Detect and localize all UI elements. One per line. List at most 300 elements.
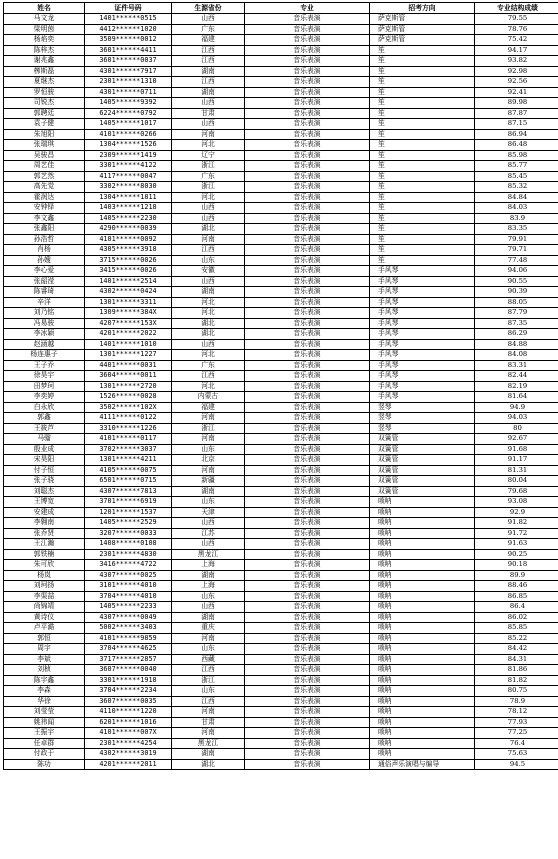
cell-id-number: 1304******1811	[85, 192, 172, 203]
cell-direction: 唢呐	[370, 644, 475, 655]
table-row	[4, 455, 558, 466]
cell-major: 音乐表演	[245, 497, 370, 508]
cell-province: 江西	[172, 245, 245, 256]
cell-direction: 笙	[370, 192, 475, 203]
cell-score: 81.82	[475, 675, 558, 686]
table-row	[4, 612, 558, 623]
table-row	[4, 486, 558, 497]
cell-major: 音乐表演	[245, 686, 370, 697]
cell-direction: 手风琴	[370, 266, 475, 277]
table-row	[4, 686, 558, 697]
cell-major: 音乐表演	[245, 87, 370, 98]
cell-direction: 双簧管	[370, 465, 475, 476]
header-score: 专业结构成绩	[475, 3, 558, 14]
cell-score: 84.31	[475, 654, 558, 665]
cell-province: 江西	[172, 45, 245, 56]
cell-name: 朱旭阳	[4, 129, 85, 140]
table-row	[4, 570, 558, 581]
cell-major: 音乐表演	[245, 56, 370, 67]
cell-score: 92.56	[475, 77, 558, 88]
cell-id-number: 6224******0792	[85, 108, 172, 119]
cell-direction: 手风琴	[370, 297, 475, 308]
table-row	[4, 434, 558, 445]
table-row	[4, 255, 558, 266]
cell-name: 肖杨	[4, 245, 85, 256]
cell-province: 河北	[172, 140, 245, 151]
table-row	[4, 465, 558, 476]
cell-major: 音乐表演	[245, 728, 370, 739]
cell-direction: 唢呐	[370, 675, 475, 686]
cell-major: 音乐表演	[245, 360, 370, 371]
table-row	[4, 675, 558, 686]
cell-id-number: 2301******4254	[85, 738, 172, 749]
cell-province: 江西	[172, 371, 245, 382]
cell-major: 音乐表演	[245, 276, 370, 287]
cell-major: 音乐表演	[245, 633, 370, 644]
table-row	[4, 297, 558, 308]
cell-direction: 唢呐	[370, 528, 475, 539]
cell-province: 甘肃	[172, 108, 245, 119]
cell-major: 音乐表演	[245, 486, 370, 497]
cell-province: 湖南	[172, 287, 245, 298]
table-row	[4, 66, 558, 77]
cell-name: 张瑞琪	[4, 140, 85, 151]
table-row	[4, 549, 558, 560]
cell-direction: 笙	[370, 98, 475, 109]
cell-major: 音乐表演	[245, 717, 370, 728]
cell-name: 刘珂扬	[4, 581, 85, 592]
cell-direction: 萨克斯管	[370, 24, 475, 35]
table-row	[4, 717, 558, 728]
cell-major: 音乐表演	[245, 465, 370, 476]
cell-name: 陈功	[4, 759, 85, 770]
cell-province: 河南	[172, 413, 245, 424]
cell-direction: 笙	[370, 119, 475, 130]
cell-direction: 唢呐	[370, 539, 475, 550]
cell-province: 山西	[172, 213, 245, 224]
cell-province: 甘肃	[172, 717, 245, 728]
cell-province: 黑龙江	[172, 738, 245, 749]
cell-province: 河南	[172, 434, 245, 445]
cell-major: 音乐表演	[245, 66, 370, 77]
cell-major: 音乐表演	[245, 654, 370, 665]
table-row	[4, 329, 558, 340]
cell-province: 山东	[172, 497, 245, 508]
table-row	[4, 318, 558, 329]
cell-direction: 笙	[370, 56, 475, 67]
cell-score: 87.79	[475, 308, 558, 319]
table-row	[4, 665, 558, 676]
table-row	[4, 654, 558, 665]
cell-major: 音乐表演	[245, 707, 370, 718]
cell-direction: 笙	[370, 87, 475, 98]
cell-name: 郭聘廷	[4, 108, 85, 119]
cell-id-number: 1403******1218	[85, 203, 172, 214]
table-row	[4, 266, 558, 277]
cell-major: 音乐表演	[245, 129, 370, 140]
table-row	[4, 497, 558, 508]
cell-direction: 双簧管	[370, 455, 475, 466]
cell-id-number: 4401******0031	[85, 360, 172, 371]
cell-id-number: 4105******0075	[85, 465, 172, 476]
cell-province: 河南	[172, 633, 245, 644]
cell-score: 84.42	[475, 644, 558, 655]
cell-score: 83.9	[475, 213, 558, 224]
cell-province: 湖北	[172, 318, 245, 329]
cell-name: 尚锦靖	[4, 602, 85, 613]
table-row	[4, 276, 558, 287]
table-row	[4, 234, 558, 245]
cell-major: 音乐表演	[245, 455, 370, 466]
cell-direction: 双簧管	[370, 434, 475, 445]
table-row	[4, 140, 558, 151]
cell-major: 音乐表演	[245, 108, 370, 119]
cell-major: 音乐表演	[245, 738, 370, 749]
cell-score: 94.06	[475, 266, 558, 277]
cell-major: 音乐表演	[245, 35, 370, 46]
cell-direction: 唢呐	[370, 707, 475, 718]
cell-province: 江西	[172, 665, 245, 676]
cell-name: 周宇	[4, 644, 85, 655]
cell-id-number: 4117******0047	[85, 171, 172, 182]
cell-id-number: 3607******0035	[85, 696, 172, 707]
table-row	[4, 77, 558, 88]
cell-direction: 笙	[370, 140, 475, 151]
cell-id-number: 1304******1526	[85, 140, 172, 151]
cell-name: 王子乔	[4, 360, 85, 371]
cell-direction: 笙	[370, 234, 475, 245]
cell-province: 河北	[172, 297, 245, 308]
cell-name: 姚祎闻	[4, 717, 85, 728]
table-row	[4, 423, 558, 434]
cell-major: 音乐表演	[245, 675, 370, 686]
cell-province: 广东	[172, 24, 245, 35]
cell-name: 谢兆鑫	[4, 56, 85, 67]
cell-province: 河北	[172, 308, 245, 319]
cell-direction: 手风琴	[370, 392, 475, 403]
cell-direction: 通俗声乐演唱与编导	[370, 759, 475, 770]
cell-score: 82.44	[475, 371, 558, 382]
cell-name: 孙浩哲	[4, 234, 85, 245]
cell-id-number: 4307******0049	[85, 612, 172, 623]
cell-id-number: 1401******1010	[85, 339, 172, 350]
cell-province: 福建	[172, 402, 245, 413]
cell-major: 音乐表演	[245, 539, 370, 550]
cell-direction: 竖琴	[370, 423, 475, 434]
cell-province: 山西	[172, 203, 245, 214]
cell-direction: 唢呐	[370, 728, 475, 739]
cell-name: 李文鑫	[4, 213, 85, 224]
cell-id-number: 1405******2230	[85, 213, 172, 224]
cell-major: 音乐表演	[245, 203, 370, 214]
cell-score: 81.86	[475, 665, 558, 676]
cell-id-number: 4307******7813	[85, 486, 172, 497]
table-row	[4, 518, 558, 529]
cell-direction: 笙	[370, 45, 475, 56]
cell-province: 辽宁	[172, 150, 245, 161]
cell-province: 山西	[172, 98, 245, 109]
cell-major: 音乐表演	[245, 255, 370, 266]
cell-province: 江西	[172, 696, 245, 707]
cell-major: 音乐表演	[245, 581, 370, 592]
cell-direction: 手风琴	[370, 339, 475, 350]
cell-name: 杨岚	[4, 570, 85, 581]
cell-score: 92.67	[475, 434, 558, 445]
cell-name: 徐昊宇	[4, 371, 85, 382]
cell-name: 郭艺然	[4, 171, 85, 182]
cell-name: 马骝	[4, 434, 85, 445]
cell-province: 上海	[172, 581, 245, 592]
cell-score: 80	[475, 423, 558, 434]
table-row	[4, 171, 558, 182]
cell-id-number: 2309******1419	[85, 150, 172, 161]
cell-id-number: 5002******3403	[85, 623, 172, 634]
cell-score: 86.4	[475, 602, 558, 613]
cell-id-number: 1401******2514	[85, 276, 172, 287]
table-row	[4, 108, 558, 119]
cell-id-number: 3509******0012	[85, 35, 172, 46]
cell-id-number: 4110******1220	[85, 707, 172, 718]
table-row	[4, 119, 558, 130]
cell-direction: 手风琴	[370, 360, 475, 371]
cell-score: 93.08	[475, 497, 558, 508]
cell-score: 79.91	[475, 234, 558, 245]
cell-province: 山东	[172, 686, 245, 697]
cell-id-number: 1405******2233	[85, 602, 172, 613]
cell-major: 音乐表演	[245, 213, 370, 224]
header-id-number: 证件号码	[85, 3, 172, 14]
table-row	[4, 591, 558, 602]
cell-score: 91.72	[475, 528, 558, 539]
cell-direction: 唢呐	[370, 497, 475, 508]
cell-id-number: 3607******0040	[85, 665, 172, 676]
cell-province: 上海	[172, 560, 245, 571]
cell-name: 郭鑫	[4, 413, 85, 424]
cell-score: 91.82	[475, 518, 558, 529]
cell-score: 92.41	[475, 87, 558, 98]
cell-name: 王筱芦	[4, 423, 85, 434]
cell-direction: 笙	[370, 213, 475, 224]
cell-name: 栁斯磊	[4, 66, 85, 77]
cell-score: 91.63	[475, 539, 558, 550]
table-row	[4, 581, 558, 592]
cell-score: 93.82	[475, 56, 558, 67]
cell-province: 内蒙古	[172, 392, 245, 403]
cell-score: 91.17	[475, 455, 558, 466]
cell-direction: 竖琴	[370, 413, 475, 424]
cell-name: 陈梓杰	[4, 45, 85, 56]
cell-score: 77.25	[475, 728, 558, 739]
table-row	[4, 360, 558, 371]
table-body	[4, 14, 558, 770]
cell-province: 浙江	[172, 423, 245, 434]
cell-id-number: 3416******4722	[85, 560, 172, 571]
cell-score: 85.77	[475, 161, 558, 172]
cell-direction: 唢呐	[370, 560, 475, 571]
cell-id-number: 4101******0092	[85, 234, 172, 245]
cell-score: 92.98	[475, 66, 558, 77]
cell-score: 84.08	[475, 350, 558, 361]
header-direction: 招考方向	[370, 3, 475, 14]
cell-id-number: 6501******0715	[85, 476, 172, 487]
table-row	[4, 602, 558, 613]
cell-name: 马文龙	[4, 14, 85, 25]
cell-direction: 手风琴	[370, 287, 475, 298]
cell-id-number: 2301******4830	[85, 549, 172, 560]
cell-name: 杨连惠子	[4, 350, 85, 361]
cell-score: 87.87	[475, 108, 558, 119]
cell-name: 孙嫂	[4, 255, 85, 266]
cell-major: 音乐表演	[245, 287, 370, 298]
cell-name: 高先觉	[4, 182, 85, 193]
cell-direction: 笙	[370, 182, 475, 193]
table-row	[4, 182, 558, 193]
cell-direction: 笙	[370, 66, 475, 77]
cell-name: 李渠喆	[4, 591, 85, 602]
cell-name: 李翱南	[4, 518, 85, 529]
cell-major: 音乐表演	[245, 392, 370, 403]
cell-province: 河北	[172, 192, 245, 203]
cell-id-number: 3704******2234	[85, 686, 172, 697]
table-row	[4, 759, 558, 770]
header-province: 生源省份	[172, 3, 245, 14]
cell-name: 朱可欣	[4, 560, 85, 571]
cell-id-number: 1201******1537	[85, 507, 172, 518]
cell-direction: 唢呐	[370, 738, 475, 749]
cell-direction: 唢呐	[370, 518, 475, 529]
cell-direction: 笙	[370, 224, 475, 235]
cell-score: 75.42	[475, 35, 558, 46]
cell-major: 音乐表演	[245, 434, 370, 445]
cell-province: 河北	[172, 381, 245, 392]
cell-direction: 笙	[370, 129, 475, 140]
cell-name: 刘聪杰	[4, 486, 85, 497]
table-row	[4, 287, 558, 298]
cell-direction: 唢呐	[370, 686, 475, 697]
cell-major: 音乐表演	[245, 171, 370, 182]
cell-major: 音乐表演	[245, 612, 370, 623]
cell-id-number: 1301******2720	[85, 381, 172, 392]
cell-province: 广东	[172, 360, 245, 371]
cell-major: 音乐表演	[245, 759, 370, 770]
table-row	[4, 213, 558, 224]
cell-province: 西藏	[172, 654, 245, 665]
cell-major: 音乐表演	[245, 623, 370, 634]
cell-name: 辛洋	[4, 297, 85, 308]
cell-id-number: 6201******1016	[85, 717, 172, 728]
cell-major: 音乐表演	[245, 549, 370, 560]
cell-id-number: 1309******384X	[85, 308, 172, 319]
cell-province: 湖南	[172, 486, 245, 497]
cell-province: 河南	[172, 234, 245, 245]
cell-score: 84.03	[475, 203, 558, 214]
cell-direction: 双簧管	[370, 486, 475, 497]
cell-province: 湖北	[172, 224, 245, 235]
cell-major: 音乐表演	[245, 119, 370, 130]
cell-province: 福建	[172, 35, 245, 46]
cell-major: 音乐表演	[245, 476, 370, 487]
cell-score: 86.85	[475, 591, 558, 602]
cell-direction: 唢呐	[370, 749, 475, 760]
cell-province: 湖南	[172, 87, 245, 98]
cell-province: 重庆	[172, 623, 245, 634]
cell-major: 音乐表演	[245, 528, 370, 539]
cell-province: 山东	[172, 255, 245, 266]
cell-province: 湖北	[172, 329, 245, 340]
cell-id-number: 3704******4625	[85, 644, 172, 655]
cell-score: 94.9	[475, 402, 558, 413]
cell-score: 82.19	[475, 381, 558, 392]
cell-score: 80.04	[475, 476, 558, 487]
table-row	[4, 150, 558, 161]
table-row	[4, 87, 558, 98]
cell-province: 北京	[172, 455, 245, 466]
cell-name: 刘桢	[4, 665, 85, 676]
cell-province: 江西	[172, 77, 245, 88]
cell-province: 河南	[172, 129, 245, 140]
cell-score: 86.29	[475, 329, 558, 340]
cell-name: 霍润达	[4, 192, 85, 203]
cell-name: 李冰颖	[4, 329, 85, 340]
cell-score: 83.35	[475, 224, 558, 235]
cell-id-number: 4290******0039	[85, 224, 172, 235]
cell-id-number: 3415******0026	[85, 266, 172, 277]
cell-score: 86.48	[475, 140, 558, 151]
cell-province: 浙江	[172, 161, 245, 172]
cell-score: 85.98	[475, 150, 558, 161]
table-row	[4, 633, 558, 644]
cell-name: 杨焰奕	[4, 35, 85, 46]
cell-direction: 唢呐	[370, 507, 475, 518]
cell-direction: 手风琴	[370, 350, 475, 361]
cell-id-number: 4302******0424	[85, 287, 172, 298]
cell-name: 周艺佳	[4, 161, 85, 172]
cell-score: 91.68	[475, 444, 558, 455]
cell-id-number: 3604******0011	[85, 371, 172, 382]
cell-id-number: 1526******0028	[85, 392, 172, 403]
cell-name: 袁子健	[4, 119, 85, 130]
cell-name: 安钟铎	[4, 203, 85, 214]
cell-major: 音乐表演	[245, 150, 370, 161]
cell-direction: 手风琴	[370, 308, 475, 319]
cell-province: 天津	[172, 507, 245, 518]
cell-major: 音乐表演	[245, 507, 370, 518]
cell-name: 李斌	[4, 654, 85, 665]
cell-direction: 唢呐	[370, 696, 475, 707]
cell-id-number: 1405******9392	[85, 98, 172, 109]
cell-score: 89.98	[475, 98, 558, 109]
cell-score: 81.64	[475, 392, 558, 403]
cell-id-number: 2301******1310	[85, 77, 172, 88]
cell-score: 90.18	[475, 560, 558, 571]
cell-direction: 唢呐	[370, 665, 475, 676]
cell-direction: 手风琴	[370, 371, 475, 382]
cell-name: 宋昊阳	[4, 455, 85, 466]
table-row	[4, 24, 558, 35]
cell-score: 78.9	[475, 696, 558, 707]
table-row	[4, 507, 558, 518]
cell-id-number: 4302******3019	[85, 749, 172, 760]
cell-id-number: 3704******4010	[85, 591, 172, 602]
cell-name: 陈睿琦	[4, 287, 85, 298]
cell-province: 山东	[172, 644, 245, 655]
cell-direction: 笙	[370, 203, 475, 214]
cell-province: 山西	[172, 14, 245, 25]
cell-score: 85.85	[475, 623, 558, 634]
cell-score: 87.35	[475, 318, 558, 329]
cell-name: 张子骁	[4, 476, 85, 487]
cell-name: 任卓群	[4, 738, 85, 749]
